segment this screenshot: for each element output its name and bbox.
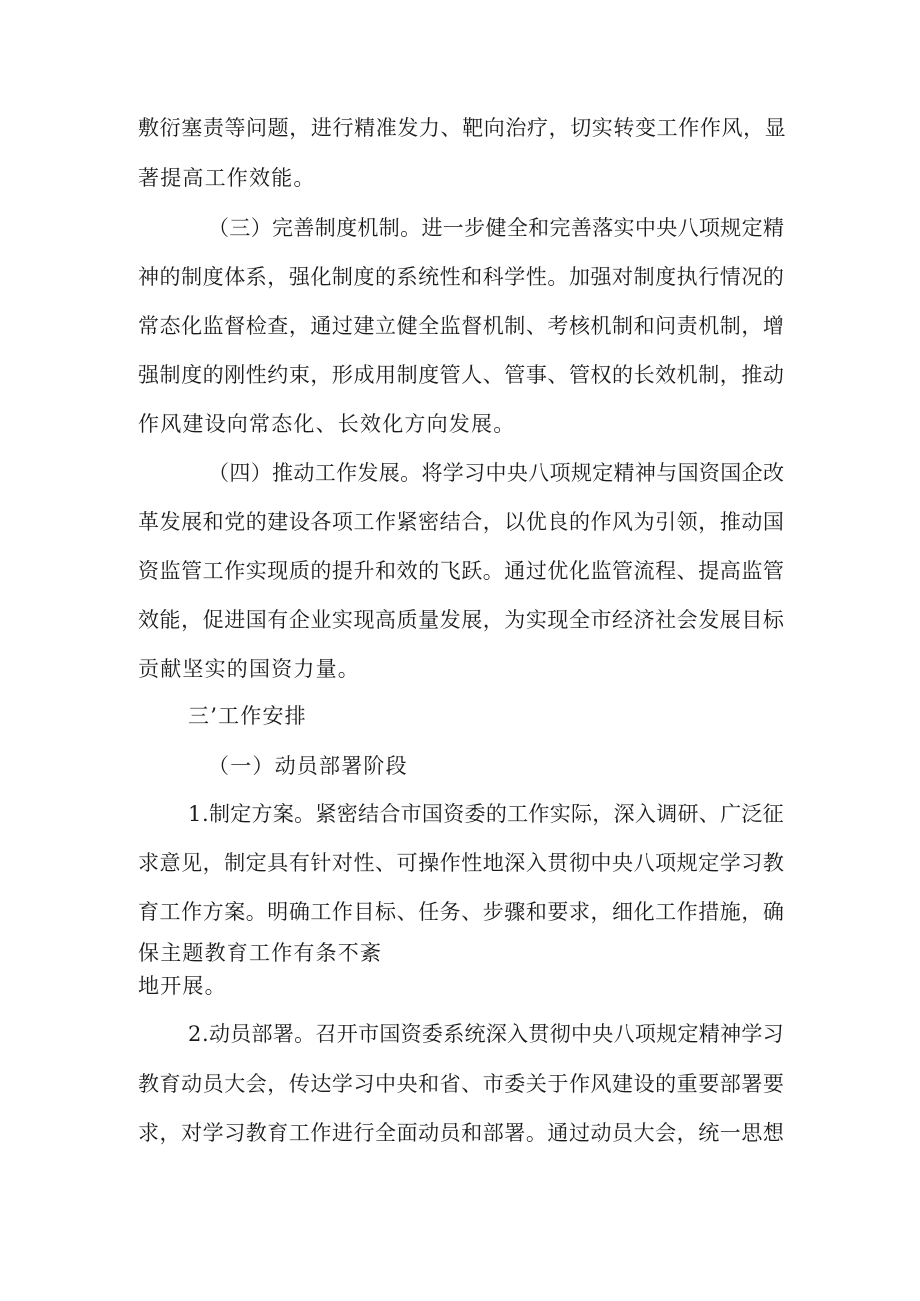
text-line: 强 制 度 的 刚 性 约 束 ， 形 成 用 制 度 管 人 、 管 事 、 管 权 的 长 效 机 制 ， 推 动 (138, 363, 784, 387)
text-line: 革 发 展 和 党 的 建 设 各 项 工 作 紧 密 结 合 ， 以 优 良 的 作 风 为 引 领 ， 推 动 国 (138, 510, 784, 534)
text-line: 效 能 ， 促 进 国 有 企 业 实 现 高 质 量 发 展 ， 为 实 现 全 市 经 济 社 会 发 展 目 标 (138, 608, 784, 632)
subsection-heading: （一）动员部署阶段 (208, 754, 408, 778)
text-line: 敷 衍 塞 责 等 问 题 ， 进 行 精 准 发 力 、 靶 向 治 疗 ， 切 实 转 变 工 作 作 风 ， 显 (138, 116, 786, 140)
section-heading: 三’工作安排 (188, 704, 307, 728)
text-line: 神 的 制 度 体 系 ， 强 化 制 度 的 系 统 性 和 科 学 性 。 加 强 对 制 度 执 行 情 况 的 (138, 265, 784, 289)
text-line: 求 意 见 ， 制 定 具 有 针 对 性 、 可 操 作 性 地 深 入 贯 彻 中 央 八 项 规 定 学 习 教 (138, 851, 784, 875)
text-line: 求 ， 对 学 习 教 育 工 作 进 行 全 面 动 员 和 部 署 。 通 过 动 员 大 会 ， 统 一 思 想 (138, 1121, 784, 1145)
text-line: 2 . 动 员 部 署 。 召 开 市 国 资 委 系 统 深 入 贯 彻 中 央 八 项 规 定 精 神 学 习 (188, 1022, 784, 1046)
text-line: 贡献坚实的国资力量。 (138, 657, 360, 681)
text-line: 育 工 作 方 案 。 明 确 工 作 目 标 、 任 务 、 步 骤 和 要 求 ， 细 化 工 作 措 施 ， 确 (138, 900, 784, 924)
text-line: （ 四 ） 推 动 工 作 发 展 。 将 学 习 中 央 八 项 规 定 精 神 与 国 资 国 企 改 (208, 461, 784, 485)
text-line: 著提高工作效能。 (138, 166, 316, 190)
text-line: 常 态 化 监 督 检 查 ， 通 过 建 立 健 全 监 督 机 制 、 考 核 机 制 和 问 责 机 制 ， 增 (138, 314, 784, 338)
text-line: 资 监 管 工 作 实 现 质 的 提 升 和 效 的 飞 跃 。 通 过 优 化 监 管 流 程 、 提 高 监 管 (138, 559, 784, 583)
text-line: 保主题教育工作有条不紊 (138, 941, 383, 965)
text-line: 作风建设向常态化、长效化方向发展。 (138, 412, 516, 436)
text-line: 地开展。 (138, 974, 227, 998)
text-line: 1 . 制 定 方 案 。 紧 密 结 合 市 国 资 委 的 工 作 实 际 ， 深 入 调 研 、 广 泛 征 (188, 802, 784, 826)
text-line: （ 三 ） 完 善 制 度 机 制 。 进 一 步 健 全 和 完 善 落 实 中 央 八 项 规 定 精 (208, 216, 784, 240)
text-line: 教 育 动 员 大 会 ， 传 达 学 习 中 央 和 省 、 市 委 关 于 作 风 建 设 的 重 要 部 署 要 (138, 1072, 784, 1096)
